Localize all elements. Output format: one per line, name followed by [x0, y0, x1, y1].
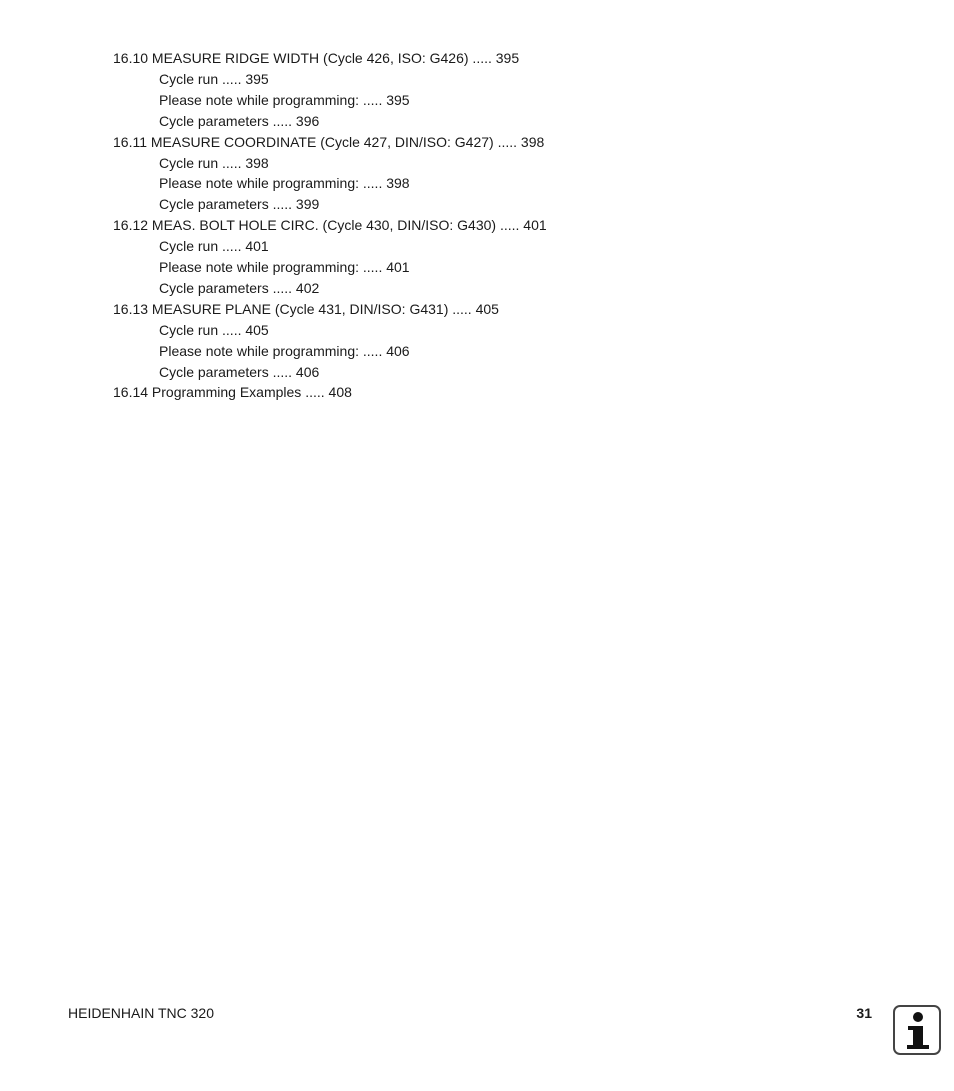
page-number: 31	[856, 1005, 872, 1021]
toc-subsection-entry[interactable]: Cycle parameters ..... 399	[159, 196, 320, 212]
toc-subsection-entry[interactable]: Cycle run ..... 401	[159, 238, 269, 254]
toc-subsection-entry[interactable]: Please note while programming: ..... 395	[159, 92, 410, 108]
toc-subsection-entry[interactable]: Please note while programming: ..... 401	[159, 259, 410, 275]
toc-subsection-entry[interactable]: Cycle run ..... 398	[159, 155, 269, 171]
toc-subsection-entry[interactable]: Cycle run ..... 405	[159, 322, 269, 338]
footer-product-name: HEIDENHAIN TNC 320	[68, 1005, 215, 1021]
toc-subsection-entry[interactable]: Cycle run ..... 395	[159, 71, 269, 87]
toc-subsection-entry[interactable]: Cycle parameters ..... 396	[159, 113, 320, 129]
toc-subsection-entry[interactable]: Cycle parameters ..... 402	[159, 280, 320, 296]
toc-subsection-entry[interactable]: Please note while programming: ..... 398	[159, 175, 410, 191]
toc-subsection-entry[interactable]: Please note while programming: ..... 406	[159, 343, 410, 359]
toc-subsection-entry[interactable]: Cycle parameters ..... 406	[159, 364, 320, 380]
toc-section-entry[interactable]: 16.13 MEASURE PLANE (Cycle 431, DIN/ISO: G431) ..... 405	[113, 301, 499, 317]
toc-section-entry[interactable]: 16.11 MEASURE COORDINATE (Cycle 427, DIN/ISO: G427) ..... 398	[113, 134, 545, 150]
info-icon	[893, 1005, 941, 1055]
toc-section-entry[interactable]: 16.12 MEAS. BOLT HOLE CIRC. (Cycle 430, DIN/ISO: G430) ..... 401	[113, 217, 547, 233]
toc-section-entry[interactable]: 16.14 Programming Examples ..... 408	[113, 384, 352, 400]
toc-section-entry[interactable]: 16.10 MEASURE RIDGE WIDTH (Cycle 426, ISO: G426) ..... 395	[113, 50, 520, 66]
